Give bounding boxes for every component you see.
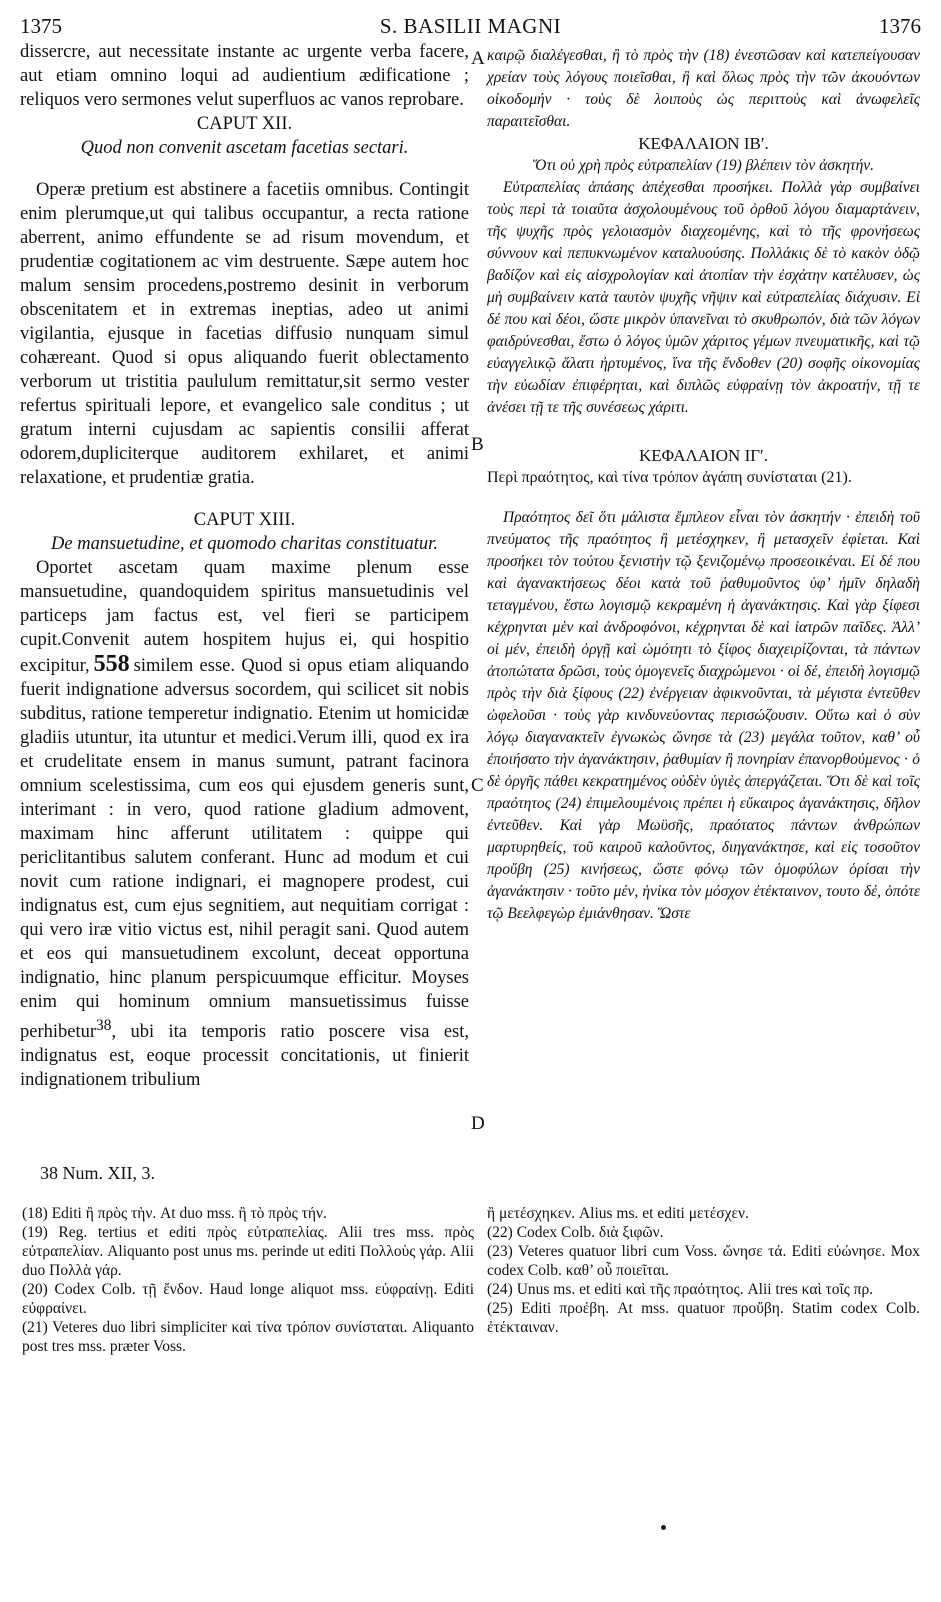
latin-intro: dissercre, aut necessitate instante ac urgente verba facere, aut etiam omnino loqui ad audientium ædificatione ; reliquos vero sermones velut superfluos ac vanos reprobare. — [20, 42, 469, 110]
note-item: (19) Reg. tertius et editi πρὸς εὐτραπελίας. Alii tres mss. πρὸς εὐτραπελίαν. Aliquanto post unus ms. perinde ut editi Πολλοὺς γάρ. Alii duo Πολλὰ γάρ. — [22, 1224, 474, 1279]
note-item: (22) Codex Colb. διὰ ξιφῶν. — [487, 1224, 664, 1241]
note-item: (23) Veteres quatuor libri cum Voss. ὤνησε τά. Editi εὐώνησε. Mox codex Colb. καθ’ οὗ ποιεῖται. — [487, 1243, 920, 1279]
latin-chapter-13-body: Oportet ascetam quam maxime plenum esse mansuetudine, quandoquidem spiritus mansuetudinis vel particeps jam factus est, vel fieri se participem cupit.Convenit autem hospitem hujus ei, qui hospitio excipitur, 558 similem esse. Quod si opus etiam aliquando fuerit indignatione adversus socordem, qui scilicet sit nobis subditus, ratione temperetur indignatio. Etenim ut homicidæ gladiis utuntur, ita utuntur et medici.Verum illi, quod ex ira et crudelitate ensem in manus sumunt, patrant facinora omnium scelestissima, cum eos qui ejusdem generis sunt, interimant : in vero, quod ratione gladium admovent, maximam hinc afferunt utilitatem : quippe qui periclitantibus salutem conferant. Hunc ad modum et cui novit cum ratione indignari, ei magnopere prodest, cui indignatus est, cum ejus segnitiem, aut nequitiam corrigat : qui vero iræ vitio victus est, nihil peragit sani. Quod autem et eos qui mansuetudinem excolunt, deceat opportuna indignatio, hinc planum perspicuumque efficitur. Moyses enim qui hominum omnium mansuetissimus fuisse perhibetur$^{38}$, ubi ita temporis ratio poscere visa est, indignatus est, eoque processit concitationis, ut finierit indignationem tribulium — [20, 558, 469, 1091]
greek-chapter-13-title: ΚΕΦΑΛΑΙΟΝ ΙΓʹ. — [638, 446, 769, 465]
latin-column — [20, 40, 469, 1092]
note-item: (21) Veteres duo libri simpliciter καὶ τίνα τρόπον συνίσταται. Aliquanto post tres mss. præter Voss. — [22, 1319, 474, 1355]
greek-chapter-12-subtitle: Ὅτι οὐ χρὴ πρὸς εὐτραπελίαν (19) βλέπειν τὸν ἀσκητήν. — [532, 157, 875, 174]
latin-chapter-13-subtitle: De mansuetudine, et quomodo charitas constituatur. — [51, 534, 438, 554]
greek-chapter-13-body: Πραότητος δεῖ ὅτι μάλιστα ἔμπλεον εἶναι τὸν ἀσκητήν · ἐπειδὴ τοῦ πνεύματος τῆς πραότητος ἢ μετέσχηκεν, ἢ μετασχεῖν ἐφίεται. Καὶ προσήκει τὸν τούτου ξενιστὴν τῷ ξενιζομένῳ προσεοικέναι. Εἰ δέ που καὶ ἀγανακτήσεως δέοι κατὰ τοῦ ῥαθυμοῦντος ὑφ’ ἡμῖν δηλαδὴ τεταγμένου, ἔστω λογισμῷ κεκραμένη ἡ ἀγανάκτησις. Καὶ γὰρ ξίφεσι κέχρηνται μὲν καὶ ἀνδροφόνοι, κέχρηνται δὲ καὶ ἰατρῶν παῖδες. Ἀλλ’ οἱ μέν, ἐπειδὴ ὀργῇ καὶ ὠμότητι τὸ ξίφος διαχειρίζονται, τὰ πάντων ἀτοπώτατα δρῶσι, τοὺς ὁμογενεῖς διαχρώμενοι · οἱ δέ, ἐπειδὴ λογισμῷ πρὸς τὴν διὰ ξίφους (22) ἐνέργειαν ἀφικνοῦνται, τὰ μέγιστα ἐντεῦθεν ὠφελοῦσι · τοὺς γὰρ κινδυνεύοντας περισώζουσιν. Οὕτω καὶ ὁ σὺν λόγῳ διαγανακτεῖν ἐγνωκὼς ὤνησε τὰ (23) μεγάλα τοῦτον, καθ’ οὗ ἐποιήσατο τὴν ἀγανάκτησιν, ῥαθυμίαν ἢ πονηρίαν ἐπανορθούμενος · ὁ δὲ ὀργῆς πάθει κεκρατημένος οὐδὲν ὑγιὲς ἀπεργάζεται. Ὅτι δὲ καὶ τοῖς πραότητος (24) ἐπιμελουμένοις πρέπει ἡ εὔκαιρος ἀγανάκτησις, δῆλον ἐντεῦθεν. Καὶ γὰρ Μωϋσῆς, πραότατος πάντων ἀνθρώπων μαρτυρηθείς, τοῦ καιροῦ καλοῦντος, διηγανάκτησε, καὶ εἰς τοσοῦτον προὔβη (25) κινήσεως, ὥστε φόνῳ τῶν ὁμοφύλων ὁρίσαι τὴν ἀγανάκτησιν · τοῦτο μέν, ἡνίκα τὸν μόσχον ἐτέκταινον, τουτο δέ, ὁπότε τῷ Βεελφεγὼρ ἐμιάνθησαν. Ὥστε — [487, 509, 920, 922]
margin-letter-d: D — [471, 1113, 485, 1134]
note-item: ἢ μετέσχηκεν. Alius ms. et editi μετέσχεν. — [487, 1205, 749, 1222]
greek-intro: καιρῷ διαλέγεσθαι, ἢ τὸ πρὸς τὴν (18) ἐνεστῶσαν καὶ κατεπείγουσαν χρείαν τοὺς λόγους ποιεῖσθαι, ἢ καὶ ὅλως πρὸς τὴν τῶν ἀκουόντων οἰκοδομήν · τοὺς δὲ λοιποὺς ὡς περιττοὺς καὶ ἀνωφελεῖς παραιτεῖσθαι. — [487, 47, 920, 130]
critical-notes-left — [22, 1204, 474, 1356]
latin-chapter-13-title: CAPUT XIII. — [193, 510, 296, 530]
latin-chapter-12-title: CAPUT XII. — [196, 114, 293, 134]
latin-chapter-12-subtitle: Quod non convenit ascetam facetias sectari. — [80, 138, 409, 158]
note-item: (18) Editi ἢ πρὸς τὴν. At duo mss. ἢ τὸ πρὸς τήν. — [22, 1205, 327, 1222]
note-item: (20) Codex Colb. τῇ ἔνδον. Haud longe aliquot mss. εὐφραίνῃ. Editi εὐφραίνει. — [22, 1281, 474, 1317]
page-marker: 558 — [93, 651, 130, 677]
page-number-right: 1376 — [879, 14, 921, 38]
page-header — [20, 14, 921, 42]
margin-letter-b: B — [471, 434, 484, 455]
running-title: S. BASILII MAGNI — [379, 14, 562, 38]
note-item: (25) Editi προέβη. At mss. quatuor προὔβη. Statim codex Colb. ἐτέκταιναν. — [487, 1300, 920, 1336]
greek-column — [487, 45, 920, 925]
page-number-left: 1375 — [20, 14, 62, 38]
note-item: (24) Unus ms. et editi καὶ τῆς πραότητος. Alii tres καὶ τοῖς πρ. — [487, 1281, 874, 1298]
footnote-mark: 38 — [96, 1017, 112, 1034]
ink-dot — [661, 1525, 666, 1530]
latin-chapter-12-body: Operæ pretium est abstinere a facetiis omnibus. Contingit enim plerumque,ut qui talibus occupantur, a recta ratione aberrent, animo effundente se ad risum movendum, et prudentiæ cogitationem ac vim destruente. Sæpe autem hoc malum sensim procedens,postremo desinit in verborum obscenitatem et in extremas ineptias, adeo ut animi vigilantia, ejusque in facetias diffusio nunquam simul cohæreant. Quod si opus aliquando fuerit oblectamento verborum ut tristitia paululum remittatur,sit sermo vester refertus spirituali lepore, et evangelico sale conditus ; ut gratum interni cujusdam ac sapientis consilii afferat odorem,dupliciterque auditorem exhilaret, et animi relaxatione, et prudentiæ gratia. — [20, 180, 469, 488]
margin-letter-a: A — [471, 48, 485, 69]
footnote-reference: 38 Num. XII, 3. — [40, 1163, 155, 1183]
margin-letter-c: C — [471, 775, 484, 796]
greek-chapter-13-subtitle: Περὶ πραότητος, καὶ τίνα τρόπον ἀγάπη συνίσταται (21). — [487, 469, 852, 486]
greek-chapter-12-title: ΚΕΦΑΛΑΙΟΝ ΙΒʹ. — [638, 134, 769, 153]
critical-notes-right — [487, 1204, 920, 1337]
greek-chapter-12-body: Εὐτραπελίας ἁπάσης ἀπέχεσθαι προσήκει. Πολλὰ γὰρ συμβαίνει τοὺς περὶ τὰ τοιαῦτα ἀσχολουμένους τοῦ ὀρθοῦ λόγου διαμαρτάνειν, τῆς ψυχῆς πρὸς γελοιασμὸν διαχεομένης, καὶ τὸ τῆς φρονήσεως σύννουν καὶ πεπυκνωμένον καταλυούσης. Πολλάκις δὲ τὸ κακὸν ὁδῷ βαδίζον καὶ εἰς αἰσχρολογίαν καὶ ἀτοπίαν τὴν ἐσχάτην κατέλυσεν, ὡς μὴ συμβαίνειν κατὰ ταυτὸν ψυχῆς νῆψιν καὶ εὐτραπελίας διάχυσιν. Εἰ δέ που καὶ δέοι, ὥστε μικρὸν ὑπανεῖναι τὸ σκυθρωπόν, διὰ τῶν λόγων φαιδρύνεσθαι, ἔστω ὁ λόγος ὑμῶν χάριτος γέμων πνευματικῆς, καὶ τῷ εὐαγγελικῷ ἅλατι ἠρτυμένος, ἵνα τῆς ἔνδοθεν (20) σοφῆς οἰκονομίας τὴν εὐωδίαν ἐπιφέρηται, καὶ διπλῶς εὐφραίνῃ τὸν ἀκροατήν, τῇ τε ἀνέσει τῇ τε τῆς συνέσεως χάριτι. — [487, 179, 920, 416]
